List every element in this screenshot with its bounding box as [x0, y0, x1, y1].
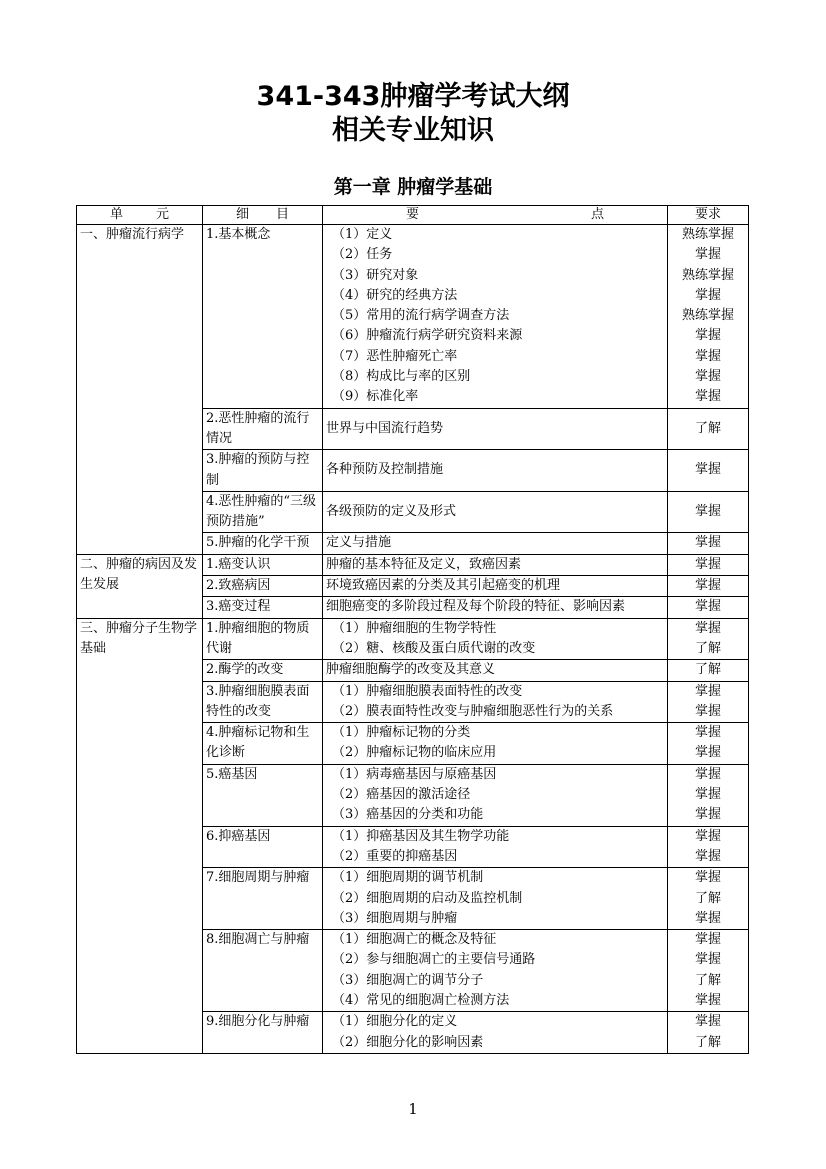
- requirement-item: 掌握: [694, 389, 721, 405]
- requirement-item: 掌握: [694, 703, 721, 719]
- points-cell: [323, 597, 668, 618]
- unit-cell: 三、肿瘤分子生物学基础: [77, 618, 203, 1053]
- point-item: （1）病毒癌基因与原癌基因: [332, 766, 497, 782]
- point-item: （1）肿瘤标记物的分类: [332, 725, 471, 741]
- requirement-cell: [668, 408, 749, 450]
- point-item: （1）细胞分化的定义: [332, 1014, 458, 1030]
- requirement-item: 掌握: [694, 932, 721, 948]
- requirement-item: 了解: [694, 662, 721, 678]
- point-item: （3）细胞周期与肿瘤: [332, 910, 458, 926]
- detail-cell: 3.肿瘤的预防与控制: [203, 450, 323, 492]
- requirement-item: 了解: [694, 1034, 721, 1050]
- points-cell: [323, 491, 668, 533]
- detail-cell: 8.细胞凋亡与肿瘤: [203, 930, 323, 1012]
- requirement-item: 掌握: [694, 287, 721, 303]
- requirement-item: 熟练掌握: [681, 267, 734, 283]
- requirement-item: 掌握: [694, 247, 721, 263]
- requirement-cell: [668, 450, 749, 492]
- table-row: [77, 618, 749, 660]
- points-cell: [323, 868, 668, 930]
- points-cell: [323, 930, 668, 1012]
- requirement-item: 掌握: [694, 348, 721, 364]
- point-item: 世界与中国流行趋势: [326, 420, 444, 436]
- requirement-item: 掌握: [694, 328, 721, 344]
- page-number: 1: [408, 1100, 418, 1118]
- points-cell: [323, 225, 668, 409]
- requirement-item: 掌握: [694, 787, 721, 803]
- detail-cell: 2.致癌病因: [203, 576, 323, 597]
- requirement-item: 掌握: [694, 599, 721, 615]
- detail-cell: 2.恶性肿瘤的流行情况: [203, 408, 323, 450]
- point-item: （2）肿瘤标记物的临床应用: [332, 745, 497, 761]
- point-item: 各级预防的定义及形式: [326, 504, 457, 519]
- table-header-row: [77, 206, 749, 225]
- points-cell: [323, 1012, 668, 1054]
- point-item: （2）糖、核酸及蛋白质代谢的改变: [332, 640, 536, 656]
- requirement-item: 掌握: [694, 848, 721, 864]
- detail-cell: 3.癌变过程: [203, 597, 323, 618]
- requirement-item: 掌握: [694, 556, 721, 572]
- requirement-item: 掌握: [694, 369, 721, 385]
- detail-cell: 1.肿瘤细胞的物质代谢: [203, 618, 323, 660]
- requirement-item: 了解: [694, 972, 721, 988]
- points-cell: [323, 408, 668, 450]
- requirement-item: 掌握: [694, 992, 721, 1008]
- detail-cell: 4.肿瘤标记物和生化诊断: [203, 723, 323, 765]
- points-cell: [323, 533, 668, 554]
- requirement-cell: [668, 930, 749, 1012]
- requirement-item: 熟练掌握: [681, 308, 734, 324]
- detail-cell: 2.酶学的改变: [203, 660, 323, 681]
- requirement-item: 掌握: [694, 807, 721, 823]
- requirement-item: 掌握: [694, 1014, 721, 1030]
- requirement-cell: [668, 826, 749, 868]
- requirement-item: 了解: [694, 420, 721, 436]
- point-item: 肿瘤细胞酶学的改变及其意义: [326, 662, 496, 678]
- requirement-cell: [668, 723, 749, 765]
- header-unit: 单 元: [77, 206, 203, 225]
- point-item: （1）细胞凋亡的概念及特征: [332, 932, 497, 948]
- points-cell: [323, 764, 668, 826]
- requirement-item: 掌握: [694, 870, 721, 886]
- requirement-item: 掌握: [694, 910, 721, 926]
- requirement-item: 掌握: [694, 745, 721, 761]
- requirement-item: 掌握: [694, 578, 721, 594]
- point-item: （2）细胞周期的启动及监控机制: [332, 890, 523, 906]
- point-item: （3）细胞凋亡的调节分子: [332, 972, 484, 988]
- requirement-cell: [668, 225, 749, 409]
- points-cell: [323, 723, 668, 765]
- page-subtitle: 相关专业知识: [332, 115, 494, 146]
- points-cell: [323, 450, 668, 492]
- requirement-cell: [668, 1012, 749, 1054]
- header-points: 要 点: [323, 206, 668, 225]
- detail-cell: 7.细胞周期与肿瘤: [203, 868, 323, 930]
- requirement-cell: [668, 533, 749, 554]
- requirement-cell: [668, 868, 749, 930]
- point-item: （6）肿瘤流行病学研究资料来源: [332, 328, 523, 344]
- detail-cell: 5.肿瘤的化学干预: [203, 533, 323, 554]
- requirement-item: 掌握: [694, 504, 721, 519]
- header-requirement: 要求: [668, 206, 749, 225]
- requirement-item: 掌握: [694, 952, 721, 968]
- requirement-cell: [668, 660, 749, 681]
- requirement-item: 掌握: [694, 828, 721, 844]
- points-cell: [323, 618, 668, 660]
- page-title: 341-343肿瘤学考试大纲: [256, 81, 570, 112]
- point-item: （1）肿瘤细胞的生物学特性: [332, 620, 497, 636]
- chapter-heading: 第一章 肿瘤学基础: [333, 176, 493, 198]
- point-item: （7）恶性肿瘤死亡率: [332, 348, 458, 364]
- requirement-item: 掌握: [694, 535, 721, 551]
- point-item: 细胞癌变的多阶段过程及每个阶段的特征、影响因素: [326, 599, 626, 615]
- points-cell: [323, 826, 668, 868]
- point-item: （4）研究的经典方法: [332, 287, 458, 303]
- detail-cell: 4.恶性肿瘤的“三级预防措施”: [203, 491, 323, 533]
- requirement-item: 熟练掌握: [681, 227, 734, 242]
- table-row: [77, 554, 749, 575]
- detail-cell: 5.癌基因: [203, 764, 323, 826]
- point-item: 定义与措施: [326, 535, 392, 551]
- point-item: （1）肿瘤细胞膜表面特性的改变: [332, 683, 523, 699]
- table-body: [77, 225, 749, 1054]
- point-item: （1）抑癌基因及其生物学功能: [332, 828, 510, 844]
- requirement-item: 掌握: [694, 725, 721, 741]
- point-item: 肿瘤的基本特征及定义，致癌因素: [326, 556, 522, 572]
- points-cell: [323, 681, 668, 723]
- point-item: （2）重要的抑癌基因: [332, 848, 458, 864]
- point-item: （1）细胞周期的调节机制: [332, 870, 484, 886]
- detail-cell: 6.抑癌基因: [203, 826, 323, 868]
- requirement-item: 了解: [694, 640, 721, 656]
- point-item: （2）任务: [332, 247, 393, 263]
- syllabus-table: [76, 205, 749, 1054]
- point-item: 环境致癌因素的分类及其引起癌变的机理: [326, 578, 561, 594]
- requirement-cell: [668, 764, 749, 826]
- point-item: （5）常用的流行病学调查方法: [332, 308, 510, 324]
- table-row: [77, 225, 749, 409]
- requirement-item: 掌握: [694, 766, 721, 782]
- point-item: （1）定义: [332, 227, 393, 242]
- unit-cell: 二、肿瘤的病因及发生发展: [77, 554, 203, 618]
- requirement-cell: [668, 554, 749, 575]
- point-item: （2）癌基因的激活途径: [332, 787, 471, 803]
- unit-cell: 一、肿瘤流行病学: [77, 225, 203, 555]
- point-item: （2）细胞分化的影响因素: [332, 1034, 484, 1050]
- requirement-item: 掌握: [694, 683, 721, 699]
- title-block: [0, 80, 826, 148]
- point-item: （4）常见的细胞凋亡检测方法: [332, 992, 510, 1008]
- requirement-item: 掌握: [694, 620, 721, 636]
- requirement-item: 了解: [694, 890, 721, 906]
- point-item: （2）膜表面特性改变与肿瘤细胞恶性行为的关系: [332, 703, 614, 719]
- points-cell: [323, 660, 668, 681]
- point-item: （3）研究对象: [332, 267, 419, 283]
- requirement-cell: [668, 681, 749, 723]
- header-detail: 细 目: [203, 206, 323, 225]
- requirement-cell: [668, 491, 749, 533]
- points-cell: [323, 554, 668, 575]
- point-item: （2）参与细胞凋亡的主要信号通路: [332, 952, 536, 968]
- detail-cell: 1.基本概念: [203, 225, 323, 409]
- point-item: （8）构成比与率的区别: [332, 369, 471, 385]
- point-item: 各种预防及控制措施: [326, 462, 444, 478]
- points-cell: [323, 576, 668, 597]
- detail-cell: 1.癌变认识: [203, 554, 323, 575]
- point-item: （3）癌基因的分类和功能: [332, 807, 484, 823]
- detail-cell: 3.肿瘤细胞膜表面特性的改变: [203, 681, 323, 723]
- point-item: （9）标准化率: [332, 389, 419, 405]
- requirement-item: 掌握: [694, 462, 721, 478]
- requirement-cell: [668, 618, 749, 660]
- requirement-cell: [668, 597, 749, 618]
- requirement-cell: [668, 576, 749, 597]
- detail-cell: 9.细胞分化与肿瘤: [203, 1012, 323, 1054]
